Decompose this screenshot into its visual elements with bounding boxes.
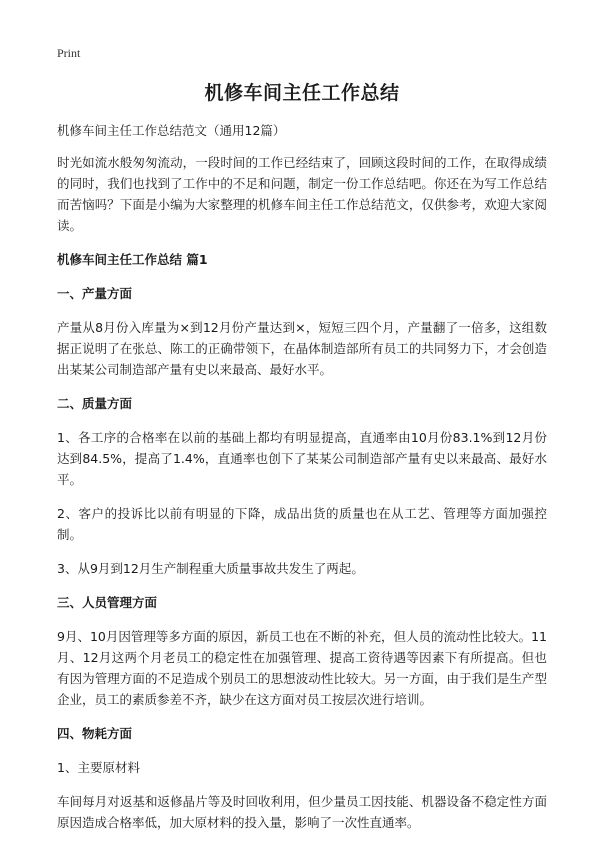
page-title: 机修车间主任工作总结: [204, 82, 400, 104]
section2-item3: 3、从9月到12月生产制程重大质量事故共发生了两起。: [57, 561, 364, 576]
intro-paragraph: 时光如流水般匆匆流动，一段时间的工作已经结束了，回顾这段时间的工作，在取得成绩的同时，我们也找到了工作中的不足和问题，制定一份工作总结吧。你还在为写工作总结而苦恼吗？下面是小编为大家整理的机修车间主任工作总结范文，仅供参考，欢迎大家阅读。: [57, 155, 547, 233]
section4-heading: 四、物耗方面: [57, 726, 133, 741]
article-heading: 机修车间主任工作总结 篇1: [57, 252, 208, 267]
section2-item2: 2、客户的投诉比以前有明显的下降，成品出货的质量也在从工艺、管理等方面加强控制。: [57, 506, 547, 542]
document-subtitle: 机修车间主任工作总结范文（通用12篇）: [57, 123, 286, 138]
section1-paragraph: 产量从8月份入库量为×到12月份产量达到×，短短三四个月，产量翻了一倍多，这组数据正说明了在张总、陈工的正确带领下，在晶体制造部所有员工的共同努力下，才会创造出某某公司制造部产量有史以来最高、最好水平。: [57, 320, 547, 377]
section2-heading: 二、质量方面: [57, 396, 133, 411]
section4-subheading: 1、主要原材料: [57, 760, 140, 775]
section3-heading: 三、人员管理方面: [57, 595, 158, 610]
print-link[interactable]: Print: [57, 46, 81, 60]
section1-heading: 一、产量方面: [57, 286, 133, 301]
document-content: [57, 120, 547, 846]
section3-paragraph: 9月、10月因管理等多方面的原因，新员工也在不断的补充，但人员的流动性比较大。11月、12月这两个月老员工的稳定性在加强管理、提高工资待遇等因素下有所提高。但也有因为管理方面的不足造成个别员工的思想波动性比较大。另一方面，由于我们是生产型企业，员工的素质参差不齐，缺少在这方面对员工按层次进行培训。: [57, 629, 547, 707]
section2-item1: 1、各工序的合格率在以前的基础上都均有明显提高，直通率由10月份83.1%到12月份达到84.5%，提高了1.4%，直通率也创下了某某公司制造部产量有史以来最高、最好水平。: [57, 430, 547, 487]
section4-paragraph: 车间每月对返基和返修晶片等及时回收利用，但少量员工因技能、机器设备不稳定性方面原因造成合格率低，加大原材料的投入量，影响了一次性直通率。: [57, 794, 547, 830]
